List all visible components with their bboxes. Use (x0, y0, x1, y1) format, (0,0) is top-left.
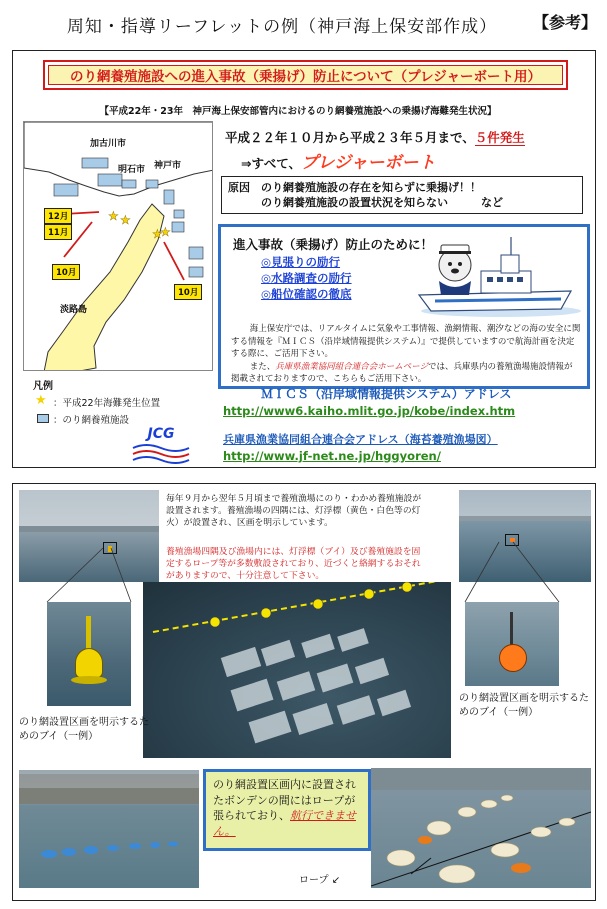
legend-rect-label: ：のり網養殖施設 (53, 415, 130, 426)
buoy-photo-left (47, 602, 131, 706)
cause-box (221, 176, 583, 214)
prevention-body-link-text: 兵庫県漁業協同組合連合会ホームページ (275, 361, 429, 372)
rope-warning-notice (203, 769, 371, 851)
star-icon: ★ (35, 393, 47, 408)
svg-text:★: ★ (160, 225, 171, 239)
prevention-item: ◎水路調査の励行 (261, 271, 352, 285)
status-subtitle: 【平成22年・23年 神戸海上保安部管内におけるのり網養殖施設への乗揚げ海難発生状況】 (99, 106, 497, 117)
aerial-farm-graphic (143, 582, 451, 758)
bonden-photo-left (19, 770, 199, 888)
stat-period: 平成２２年１０月から平成２３年５月まで、 (225, 130, 475, 145)
map-label-kobe: 神戸市 (154, 161, 182, 171)
buoy-caption-left: のり網設置区画を明示するためのブイ（一例） (19, 717, 149, 742)
fisheries-address-label: 兵庫県漁業協同組合連合会アドレス（海苔養殖漁場図） (223, 433, 498, 446)
incident-map (23, 121, 213, 371)
leaflet-banner (43, 60, 568, 90)
svg-text:★: ★ (108, 209, 119, 223)
legend-title: 凡例 (33, 381, 53, 392)
jcg-logo (131, 426, 191, 466)
leaflet-panel-accident (12, 50, 596, 468)
incident-stat-line (225, 128, 525, 146)
map-label-akashi: 明石市 (118, 165, 146, 175)
seasonal-info-text: 毎年９月から翌年５月頃まで養殖漁場にのり・わかめ養殖施設が設置されます。養殖漁場の四隅には、灯浮標（黄色・白色等の灯火）が設置され、区画を明示しています。 (166, 494, 422, 528)
prevention-item: ◎船位確認の徹底 (261, 287, 352, 301)
patrol-ship-illustration (411, 233, 581, 319)
notice-emphasis: 航行できません。 (213, 809, 356, 838)
jcg-wave-icon (131, 442, 191, 464)
mics-url-link[interactable]: http://www6.kaiho.mlit.go.jp/kobe/index.htm (223, 404, 516, 418)
incident-stat-conclusion (241, 148, 436, 173)
cause-line: のり網養殖施設の設置状況を知らない など (228, 196, 503, 209)
prevention-box (218, 224, 590, 389)
cause-line: 原因 のり網養殖施設の存在を知らずに乗揚げ！！ (228, 181, 481, 194)
bonden-photo-right (371, 768, 591, 888)
page-title: 周知・指導リーフレットの例（神戸海上保安部作成） (66, 17, 498, 37)
farm-area-swatch-icon (37, 414, 49, 423)
stat-count: ５件発生 (474, 130, 525, 145)
bonden-row-left (19, 840, 199, 888)
prevention-body (231, 323, 581, 386)
fisheries-url-link[interactable]: http://www.jf-net.ne.jp/hggyoren/ (223, 449, 441, 463)
stat-conclusion-prefix: ⇒すべて、 (241, 156, 301, 171)
warning-text: 養殖漁場四隅及び漁場内には、灯浮標（ブイ）及び養殖施設を固定するロープ等が多数敷設されており、近づくと絡網するおそれがありますので、十分注意して下さい。 (166, 547, 421, 581)
month-tag: 12月 (44, 208, 72, 224)
map-label-kakogawa: 加古川市 (90, 139, 127, 149)
prevention-item: ◎見張りの励行 (261, 255, 341, 269)
mics-address-label: ＭＩＣＳ（沿岸域情報提供システム）アドレス (261, 387, 512, 401)
prevention-body-fisheries (231, 361, 581, 386)
month-tag: 10月 (174, 284, 202, 300)
leaflet-panel-photos (12, 483, 596, 901)
bonden-rope-graphic (371, 768, 591, 888)
banner-text: のり網養殖施設への進入事故（乗揚げ）防止について（プレジャーボート用） (48, 65, 563, 85)
jcg-logo-text: JCG (147, 426, 175, 442)
notice-text: のり網設置区画内に設置されたボンデンの間にはロープが張られており、 (213, 778, 356, 822)
prevention-body-prefix: また、 (249, 361, 276, 372)
prevention-title: 進入事故（乗揚げ）防止のために！ (233, 237, 434, 252)
rope-label (299, 871, 340, 886)
buoy-caption-right: のり網設置区画を明示するためのブイ（一例） (459, 693, 589, 718)
map-graphic (24, 122, 213, 371)
month-tag: 10月 (52, 264, 80, 280)
month-tag: 11月 (44, 224, 72, 240)
reference-tag: 【参考】 (533, 13, 598, 32)
map-label-awaji: 淡路島 (60, 305, 88, 315)
svg-text:★: ★ (120, 213, 131, 227)
buoy-photo-right (465, 602, 559, 686)
stat-emphasis: プレジャーボート (300, 153, 436, 173)
rope-label-text: ロープ (299, 875, 329, 886)
aerial-farm-photo (143, 582, 451, 758)
legend-star-label: ：平成22年海難発生位置 (53, 398, 161, 409)
prevention-body-suffix: では、兵庫県内の養殖漁場施設情報が掲載されておりますので、こちらもご活用下さい。 (231, 361, 573, 384)
arrow-icon: ↙ (331, 875, 341, 886)
svg-text:★: ★ (152, 227, 163, 241)
prevention-body-mics: 海上保安庁では、リアルタイムに気象や工事情報、漁網情報、潮汐などの海の安全に関する情報を『ＭＩＣＳ（沿岸域情報提供システム）』で提供していますので航海計画を決定する際に、ご活用下さい。 (231, 324, 581, 359)
